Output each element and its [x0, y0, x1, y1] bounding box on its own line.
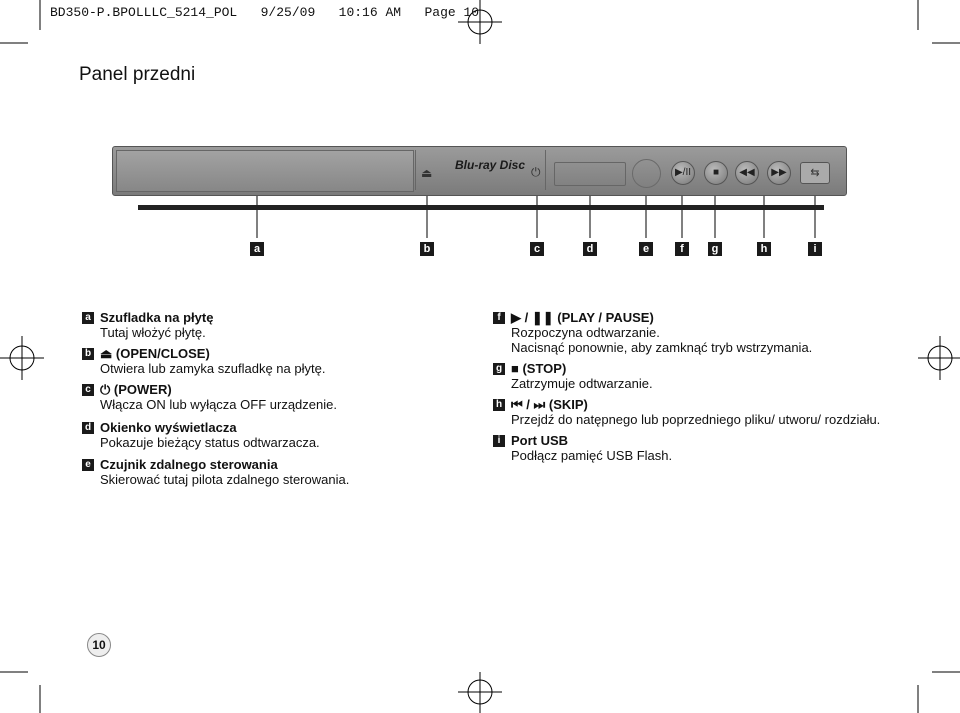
item-skip: [511, 397, 880, 427]
item-usb: [511, 433, 672, 463]
item-number: c: [82, 384, 94, 396]
usb-port: ⇆: [800, 162, 830, 184]
display-window: [554, 162, 626, 186]
callout-6: f: [675, 242, 689, 256]
item-body: Podłącz pamięć USB Flash.: [511, 448, 673, 463]
play-pause-button: ▶/II: [671, 161, 695, 185]
item-number: b: [82, 348, 94, 360]
item-stop: [511, 361, 653, 391]
callout-2: b: [420, 242, 434, 256]
item-number: d: [82, 422, 94, 434]
page-title: Panel przedni: [79, 64, 196, 85]
item-number: a: [82, 312, 94, 324]
callout-9: i: [808, 242, 822, 256]
panel-divider: [545, 150, 546, 190]
item-body: Zatrzymuje odtwarzanie.: [511, 376, 653, 391]
item-tray: [100, 310, 213, 340]
item-body: Nacisnąć ponownie, aby zamknąć tryb wstrzymania.: [511, 340, 813, 355]
callout-8: h: [757, 242, 771, 256]
skip-next-button: ▶▶: [767, 161, 791, 185]
bluray-logo: Blu-ray Disc: [455, 158, 526, 172]
item-heading: Port USB: [511, 433, 569, 448]
device-base: [138, 205, 824, 210]
stop-button: ■: [704, 161, 728, 185]
callout-5: e: [639, 242, 653, 256]
item-heading: (PLAY / PAUSE): [557, 310, 654, 325]
panel-divider: [415, 150, 416, 190]
item-number: f: [493, 312, 505, 324]
item-body: Rozpoczyna odtwarzanie.: [511, 325, 660, 340]
power-icon: ⏻: [100, 382, 114, 397]
item-body: Tutaj włożyć płytę.: [100, 325, 206, 340]
stop-icon: ■: [511, 361, 523, 376]
item-number: i: [493, 435, 505, 447]
item-heading: (POWER): [113, 382, 172, 397]
item-heading: (SKIP): [548, 397, 588, 412]
print-slug: BD350-P.BPOLLLC_5214_POL 9/25/09 10:16 AM Page 10: [50, 5, 480, 20]
item-power: [100, 382, 337, 412]
item-number: e: [82, 459, 94, 471]
item-display: [100, 420, 320, 450]
item-body: Włącza ON lub wyłącza OFF urządzenie.: [100, 397, 337, 412]
eject-icon: ⏏: [421, 166, 433, 180]
power-icon: ⏻: [531, 165, 541, 179]
disc-tray: [116, 150, 414, 192]
callout-3: c: [530, 242, 544, 256]
remote-sensor: [632, 159, 661, 188]
item-body: Otwiera lub zamyka szufladkę na płytę.: [100, 361, 326, 376]
item-heading: Szufladka na płytę: [100, 310, 214, 325]
callout-1: a: [250, 242, 264, 256]
item-heading: (OPEN/CLOSE): [115, 346, 210, 361]
play-pause-icon: ▶ / ❚❚: [511, 310, 558, 325]
callout-7: g: [708, 242, 722, 256]
item-heading: (STOP): [522, 361, 567, 376]
eject-icon: ⏏: [100, 346, 116, 361]
item-body: Skierować tutaj pilota zdalnego sterowania.: [100, 472, 350, 487]
item-number: h: [493, 399, 505, 411]
item-open-close: [100, 346, 325, 376]
item-sensor: [100, 457, 349, 487]
item-number: g: [493, 363, 505, 375]
callout-4: d: [583, 242, 597, 256]
item-heading: Czujnik zdalnego sterowania: [100, 457, 278, 472]
skip-prev-button: ◀◀: [735, 161, 759, 185]
item-body: Pokazuje bieżący status odtwarzacza.: [100, 435, 320, 450]
item-heading: Okienko wyświetlacza: [100, 420, 237, 435]
skip-icons: ⏮ / ⏭: [511, 397, 549, 412]
item-play-pause: [511, 310, 812, 355]
page-number: 10: [87, 633, 111, 657]
item-body: Przejdź do natępnego lub poprzedniego pliku/ utworu/ rozdziału.: [511, 412, 881, 427]
